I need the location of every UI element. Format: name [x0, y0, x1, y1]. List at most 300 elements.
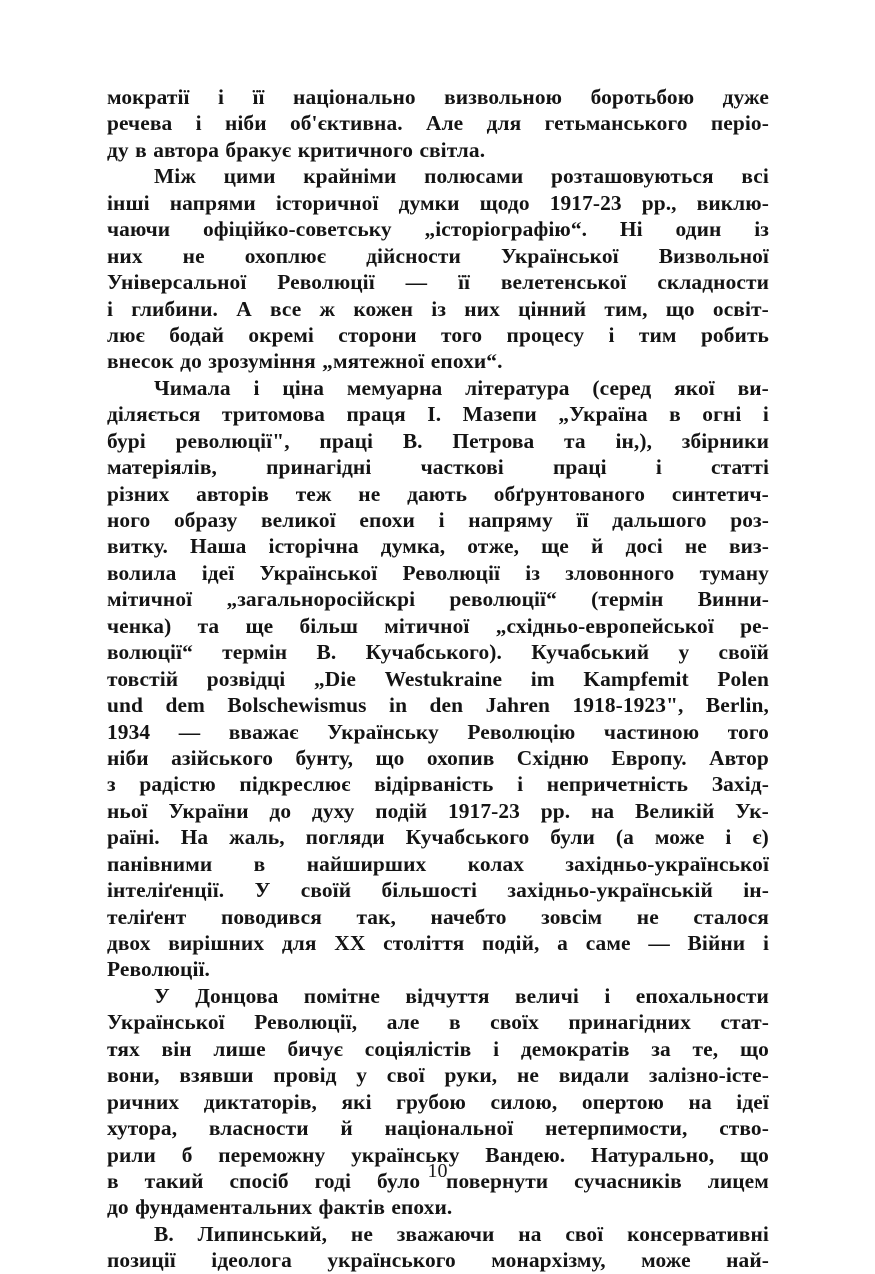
word: ін,), [615, 428, 653, 453]
word: величі [514, 983, 579, 1008]
word: її [576, 508, 589, 532]
word: може [654, 825, 705, 850]
text-line [107, 1221, 769, 1247]
word: теліґент [107, 904, 187, 929]
text-line [107, 719, 769, 745]
word: обґрунтованого [493, 481, 646, 506]
word: ще [541, 534, 569, 559]
word: 1917-23 [549, 190, 622, 215]
text-line [107, 613, 769, 639]
word: речева [107, 111, 173, 136]
word: збірники [681, 428, 769, 453]
word: взявши [179, 1063, 254, 1088]
word: видали [558, 1063, 630, 1088]
word: них [464, 296, 500, 321]
word: із [525, 560, 541, 585]
text-line [107, 110, 769, 136]
text-line [107, 296, 769, 322]
word: нетерпимости, [545, 1116, 688, 1141]
word: консервативні [627, 1221, 769, 1246]
word: грубою [396, 1089, 466, 1114]
word: окремі [248, 322, 314, 347]
word: Визвольної [658, 243, 769, 268]
word: und [107, 693, 143, 718]
word: на [590, 798, 615, 823]
word: ченка) [107, 613, 172, 638]
word: Натурально, [591, 1142, 715, 1167]
word: Української [259, 560, 378, 585]
word: національно [293, 85, 416, 109]
word: Захід- [711, 772, 769, 797]
word: до [269, 798, 292, 823]
word: за [651, 1036, 671, 1061]
word: література [465, 375, 570, 400]
text-line [107, 163, 769, 189]
word: Вандею. [485, 1142, 566, 1167]
word: бурі [107, 428, 146, 453]
word: Української [107, 1010, 225, 1035]
word: ін- [743, 878, 769, 903]
word: Але [426, 111, 464, 136]
word: вирішних [168, 931, 265, 955]
text-line [107, 745, 769, 771]
text-line [107, 1194, 769, 1220]
word: історічна [268, 534, 359, 559]
word: сталося [693, 904, 769, 929]
word: розташовуються [550, 164, 714, 189]
word: На [180, 825, 209, 850]
word: den [429, 693, 464, 718]
word: того [441, 322, 483, 347]
word: великої [261, 508, 336, 532]
word: ніби [107, 745, 149, 770]
text-line [107, 190, 769, 216]
word: сучасників [574, 1168, 682, 1193]
word: були [550, 825, 595, 850]
word: них [107, 243, 143, 268]
word: тях [107, 1036, 140, 1061]
word: диктаторів, [203, 1089, 317, 1114]
text-line [107, 586, 769, 612]
word: в [253, 851, 266, 876]
word: визвольною [444, 85, 563, 109]
word: може [641, 1248, 691, 1273]
word: непричетність [546, 772, 689, 797]
word: Мазепи [462, 402, 537, 427]
word: і [517, 772, 524, 797]
word: кожен [353, 296, 414, 321]
word: панівними [107, 851, 213, 876]
word: 1934 [107, 719, 151, 744]
word: що [665, 296, 695, 321]
word: 1918-1923", [572, 693, 684, 718]
word: тим, [604, 296, 648, 321]
word: Українську [327, 719, 439, 744]
word: діляється [107, 402, 201, 427]
word: праця [346, 402, 406, 427]
text-line [107, 1089, 769, 1115]
word: чаючи [107, 217, 171, 242]
word: Між [154, 164, 196, 189]
word: фактів [318, 1195, 385, 1220]
text-line [107, 533, 769, 559]
word: а [557, 931, 568, 955]
word: століття [383, 931, 465, 955]
word: „східньо-европейської [495, 613, 714, 638]
word: Винни- [697, 587, 769, 612]
word: б [181, 1142, 193, 1167]
word: опертою [581, 1089, 664, 1114]
word: „Die [313, 666, 356, 691]
word: Polen [717, 666, 769, 691]
word: велетенської [500, 270, 627, 295]
text-line [107, 243, 769, 269]
word: національної [384, 1116, 514, 1141]
word: переможну [218, 1142, 326, 1167]
word: монархізму, [491, 1248, 606, 1273]
word: західньо-українській [507, 878, 713, 903]
word: Революції, [254, 1010, 358, 1035]
text-line [107, 877, 769, 903]
word: тим [638, 322, 677, 347]
text-line [107, 798, 769, 824]
word: ре- [740, 613, 769, 638]
word: — [405, 270, 428, 295]
text-line [107, 1115, 769, 1141]
word: із [431, 296, 447, 321]
word: частиною [603, 719, 700, 744]
word: бичує [287, 1036, 343, 1061]
word: і [762, 931, 769, 955]
word: термін [222, 640, 288, 665]
word: бракує [225, 137, 292, 162]
word: крайніми [303, 164, 397, 189]
word: складности [657, 270, 769, 295]
paragraph [107, 163, 769, 375]
word: дальшого [612, 508, 707, 532]
text-line [107, 137, 769, 163]
word: Революцію [467, 719, 576, 744]
word: in [389, 693, 408, 718]
word: товстій [107, 666, 179, 691]
word: синтетич- [671, 481, 769, 506]
text-line [107, 930, 769, 956]
word: бодай [169, 322, 225, 347]
word: що [739, 1036, 769, 1061]
word: гетьманського [544, 111, 688, 136]
word: свої [565, 1221, 604, 1246]
word: не [350, 1221, 373, 1246]
word: мемуарна [346, 375, 443, 400]
word: (термін [591, 587, 664, 612]
text-line [107, 401, 769, 427]
word: освіт- [712, 296, 769, 321]
word: виз- [728, 534, 769, 559]
paragraph [107, 84, 769, 163]
word: саме [585, 931, 631, 955]
word: на [688, 1089, 712, 1114]
word: повернути [446, 1168, 549, 1193]
word: рр. [540, 798, 571, 823]
word: напрями [169, 190, 256, 215]
text-line [107, 983, 769, 1009]
word: соціялістів [364, 1036, 472, 1061]
word: силою, [490, 1089, 558, 1114]
text-line [107, 956, 769, 982]
word: часткові [420, 455, 504, 480]
text-line [107, 454, 769, 480]
word: власности [208, 1116, 309, 1141]
word: „загальноросійскрі [226, 587, 416, 612]
word: не [358, 481, 381, 506]
word: роз- [730, 508, 769, 532]
word: внесок [107, 349, 174, 374]
word: революції", [175, 428, 290, 453]
word: ідеї [201, 560, 235, 585]
word: на [518, 1221, 542, 1246]
word: dem [165, 693, 205, 718]
word: та [564, 428, 586, 453]
word: у [678, 640, 690, 665]
word: образу [173, 508, 238, 532]
word: ного [107, 508, 151, 532]
word: начебто [430, 904, 507, 929]
word: зважаючи [396, 1221, 495, 1246]
word: для [281, 931, 317, 955]
word: підкреслює [239, 772, 351, 797]
word: — [648, 931, 670, 955]
word: більшості [381, 878, 478, 903]
word: ньої [107, 798, 148, 823]
word: Великій [635, 798, 715, 823]
word: колах [467, 851, 525, 876]
text-line [107, 639, 769, 665]
word: руки, [444, 1063, 498, 1088]
word: світла. [419, 137, 486, 162]
word: її [457, 270, 471, 295]
page-number: 10 [427, 1160, 448, 1182]
word: полюсами [424, 164, 524, 189]
word: ще [245, 613, 274, 638]
word: У [154, 983, 170, 1008]
word: У [254, 878, 271, 903]
word: більш [299, 613, 359, 638]
paragraph [107, 375, 769, 983]
word: відірваність [374, 772, 494, 797]
word: і [493, 1036, 500, 1061]
word: Kampfemit [583, 666, 689, 691]
word: радістю [139, 772, 216, 797]
word: зрозуміння [208, 349, 316, 374]
word: різних [107, 481, 170, 506]
word: тритомова [221, 402, 325, 427]
paragraph [107, 983, 769, 1221]
word: мітичної [107, 587, 193, 612]
word: до [180, 349, 202, 374]
word: напряму [468, 508, 553, 532]
word: своїй [718, 640, 769, 665]
word: і [438, 508, 445, 532]
word: помітне [303, 983, 380, 1008]
text-line [107, 560, 769, 586]
word: для [486, 111, 522, 136]
word: і [253, 375, 260, 400]
word: духу [311, 798, 355, 823]
word: XX [334, 931, 366, 955]
word: жаль, [229, 825, 285, 850]
word: що [375, 745, 405, 770]
word: волила [107, 560, 177, 585]
word: Westukraine [384, 666, 503, 691]
word: такий [144, 1168, 204, 1193]
word: хутора, [107, 1116, 178, 1141]
word: Української [500, 243, 619, 268]
word: офіційко-советську [202, 217, 392, 242]
word: робить [700, 322, 769, 347]
word: мітичної [384, 613, 470, 638]
word: (а [615, 825, 634, 850]
word: і [762, 402, 769, 427]
word: поводився [220, 904, 322, 929]
text-line [107, 771, 769, 797]
text-line [107, 1247, 769, 1273]
text-line [107, 428, 769, 454]
word: Наша [189, 534, 247, 559]
word: досі [625, 534, 663, 559]
word: і [195, 111, 202, 136]
word: „мятежної [322, 349, 425, 374]
word: (серед [592, 375, 652, 400]
word: інтеліґенції. [107, 878, 225, 903]
word: якої [674, 375, 715, 400]
word: і [218, 85, 225, 109]
word: відчуття [405, 983, 490, 1008]
word: й [590, 534, 604, 559]
word: західньо-української [565, 851, 769, 876]
word: „історіографію“. [424, 217, 588, 242]
word: періо- [710, 111, 769, 136]
text-line [107, 666, 769, 692]
paragraph [107, 1221, 769, 1274]
word: спосіб [229, 1168, 289, 1193]
word: В. [402, 428, 423, 453]
text-line [107, 507, 769, 533]
text-line [107, 375, 769, 401]
word: лицем [707, 1168, 769, 1193]
word: авторів [196, 481, 269, 506]
word: ідеї [736, 1089, 769, 1114]
word: демократів [520, 1036, 630, 1061]
word: українську [351, 1142, 460, 1167]
word: Кучабський [531, 640, 650, 665]
word: двох [107, 931, 151, 955]
word: і [608, 322, 615, 347]
word: Війни [687, 931, 746, 955]
word: в [448, 1010, 461, 1035]
word: лише [213, 1036, 266, 1061]
word: охопив [426, 745, 495, 770]
word: залізно-істе- [648, 1063, 769, 1088]
word: своїй [300, 878, 352, 903]
word: ричних [107, 1089, 180, 1114]
word: боротьбою [590, 85, 695, 109]
word: рили [107, 1142, 156, 1167]
text-line [107, 692, 769, 718]
word: із [754, 217, 769, 242]
word: „Україна [558, 402, 648, 427]
word: так, [356, 904, 396, 929]
word: сторони [338, 322, 417, 347]
word: волюції“ [107, 640, 193, 665]
text-line [107, 348, 769, 374]
word: того [727, 719, 769, 744]
word: її [252, 85, 265, 109]
word: провід [273, 1063, 337, 1088]
word: Европу. [611, 745, 687, 770]
body-text-column [107, 84, 769, 1274]
word: Автор [709, 745, 769, 770]
text-line [107, 84, 769, 110]
word: принагідних [568, 1010, 691, 1035]
word: і [107, 296, 114, 321]
word: Ук- [735, 798, 769, 823]
word: рр., [641, 190, 677, 215]
word: епохальности [635, 983, 769, 1008]
word: позиції [107, 1248, 176, 1273]
word: що [740, 1142, 769, 1167]
word: українського [327, 1248, 456, 1273]
word: всі [741, 164, 769, 189]
word: в [107, 1168, 119, 1193]
word: не [182, 243, 205, 268]
word: епохи“. [430, 349, 503, 374]
word: щодо [479, 190, 530, 215]
word: один [675, 217, 722, 242]
word: епохи. [391, 1195, 453, 1220]
word: Кучабського [405, 825, 530, 850]
word: зловонного [565, 560, 675, 585]
word: — [178, 719, 201, 744]
word: ду [107, 137, 129, 162]
word: і [725, 825, 732, 850]
word: азійського [171, 745, 274, 770]
word: і [604, 983, 611, 1008]
word: цінний [518, 296, 587, 321]
word: туману [699, 560, 769, 585]
word: Революції [277, 270, 375, 295]
word: з [107, 772, 116, 797]
word: процесу [506, 322, 585, 347]
word: те, [692, 1036, 719, 1061]
word: України [168, 798, 249, 823]
word: дуже [722, 85, 769, 109]
word: ство- [719, 1116, 769, 1141]
word: стат- [720, 1010, 769, 1035]
word: й [340, 1116, 353, 1141]
word: Липинський, [197, 1221, 328, 1246]
word: А [236, 296, 252, 321]
word: зовсім [541, 904, 603, 929]
word: критичного [297, 137, 414, 162]
word: праці [319, 428, 374, 453]
word: мократії [107, 85, 190, 109]
word: інші [107, 190, 150, 215]
word: але [386, 1010, 420, 1035]
word: у [356, 1063, 368, 1088]
word: думка, [380, 534, 446, 559]
word: найширших [306, 851, 427, 876]
word: він [161, 1036, 192, 1061]
